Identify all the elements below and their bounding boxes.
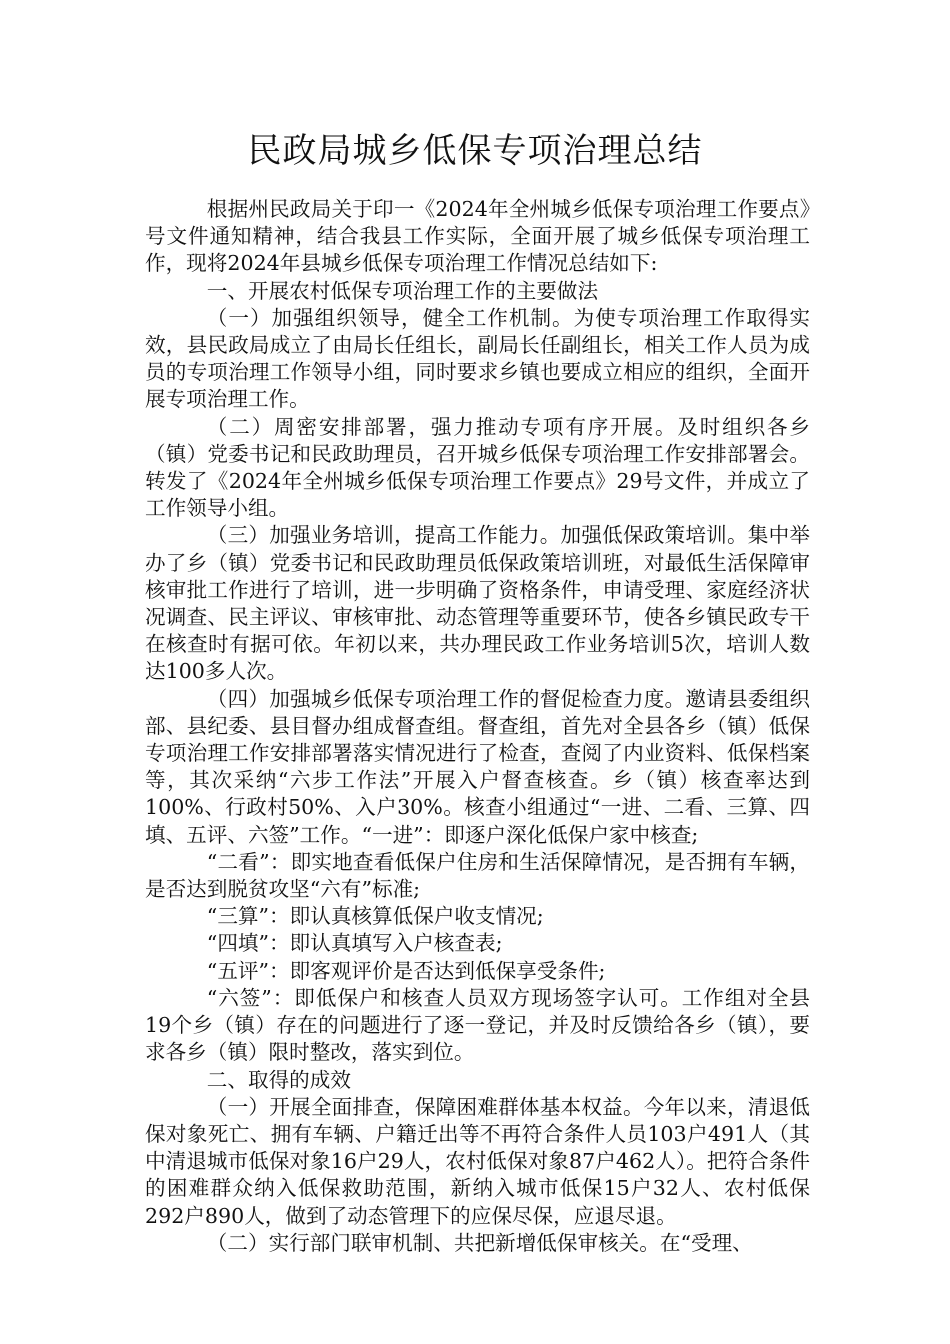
document-body xyxy=(145,196,810,1257)
paragraph-1-1: （一）加强组织领导，健全工作机制。为使专项治理工作取得实效，县民政局成立了由局长任组长，副局长任副组长，相关工作人员为成员的专项治理工作领导小组，同时要求乡镇也要成立相应的组织，全面开展专项治理工作。 xyxy=(145,305,810,412)
paragraph-step-4: “四填”：即认真填写入户核查表; xyxy=(206,931,503,956)
paragraph-1-4: （四）加强城乡低保专项治理工作的督促检查力度。邀请县委组织部、县纪委、县目督办组成督查组。督查组，首先对全县各乡（镇）低保专项治理工作安排部署落实情况进行了检查，查阅了内业资料、低保档案等，其次采纳“六步工作法”开展入户督查核查。乡（镇）核查率达到100%、行政村50%、入户30%。核查小组通过“一进、二看、三算、四填、五评、六签”工作。“一进”：即逐户深化低保户家中核查; xyxy=(145,686,810,847)
paragraph-step-3: “三算”：即认真核算低保户收支情况; xyxy=(206,904,544,929)
paragraph-1-2: （二）周密安排部署，强力推动专项有序开展。及时组织各乡（镇）党委书记和民政助理员，召开城乡低保专项治理工作安排部署会。转发了《2024年全州城乡低保专项治理工作要点》29号文件，并成立了工作领导小组。 xyxy=(145,414,810,521)
paragraph-step-6: “六签”：即低保户和核查人员双方现场签字认可。工作组对全县19个乡（镇）存在的问题进行了逐一登记，并及时反馈给各乡（镇），要求各乡（镇）限时整改，落实到位。 xyxy=(145,985,810,1065)
section-heading-1: 一、开展农村低保专项治理工作的主要做法 xyxy=(206,278,599,303)
paragraph-step-2: “二看”：即实地查看低保户住房和生活保障情况，是否拥有车辆，是否达到脱贫攻坚“六有”标准; xyxy=(145,849,810,902)
paragraph-1-3: （三）加强业务培训，提高工作能力。加强低保政策培训。集中举办了乡（镇）党委书记和民政助理员低保政策培训班，对最低生活保障审核审批工作进行了培训，进一步明确了资格条件，申请受理、家庭经济状况调查、民主评议、审核审批、动态管理等重要环节，使各乡镇民政专干在核查时有据可依。年初以来，共办理民政工作业务培训5次，培训人数达100多人次。 xyxy=(145,523,810,684)
section-heading-2: 二、取得的成效 xyxy=(206,1067,351,1092)
document-title: 民政局城乡低保专项治理总结 xyxy=(247,131,703,171)
paragraph-2-1: （一）开展全面排查，保障困难群体基本权益。今年以来，清退低保对象死亡、拥有车辆、户籍迁出等不再符合条件人员103户491人（其中清退城市低保对象16户29人，农村低保对象87户462人）。把符合条件的困难群众纳入低保救助范围，新纳入城市低保15户32人、农村低保292户890人，做到了动态管理下的应保尽保，应退尽退。 xyxy=(145,1094,810,1228)
paragraph-step-5: “五评”：即客观评价是否达到低保享受条件; xyxy=(206,958,606,983)
paragraph-2-2: （二）实行部门联审机制、共把新增低保审核关。在“受理、 xyxy=(206,1230,753,1255)
intro-paragraph: 根据州民政局关于印一《2024年全州城乡低保专项治理工作要点》号文件通知精神，结合我县工作实际，全面开展了城乡低保专项治理工作，现将2024年县城乡低保专项治理工作情况总结如下: xyxy=(145,197,810,276)
